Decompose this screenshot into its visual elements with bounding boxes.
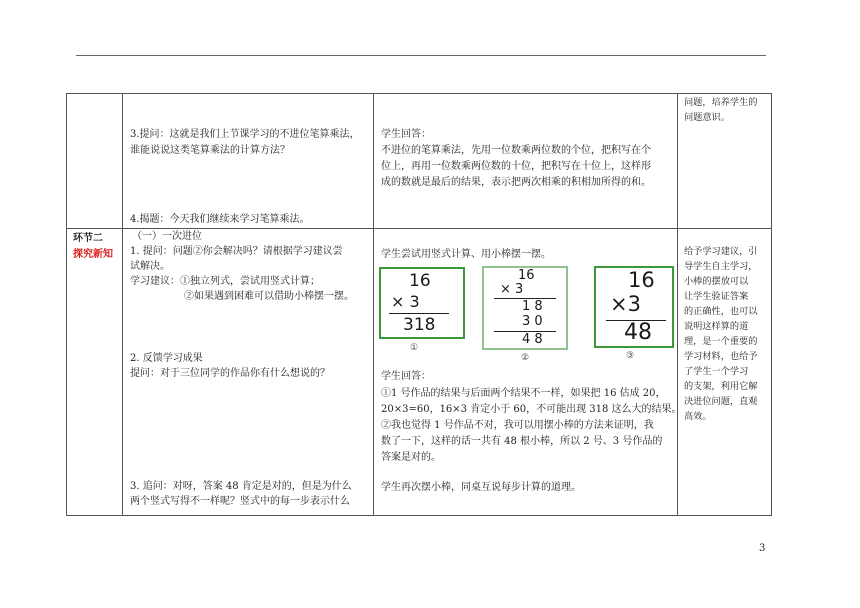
design-note-line: 学习材料，也给予 <box>684 351 758 362</box>
answer-2-line: 数了一下，这样的话一共有 48 根小棒，所以 2 号、3 号作品的 <box>381 436 663 447</box>
header-rule <box>76 55 766 56</box>
handwriting-line: × 3 <box>500 282 524 297</box>
learning-advice-2: ②如果遇到困难可以借助小棒摆一摆。 <box>184 291 354 302</box>
handwriting-line: 16 <box>628 268 655 292</box>
answer-2-line: 答案是对的。 <box>381 452 441 463</box>
handwriting-line: × 3 <box>391 292 420 311</box>
handwriting-line: 4 8 <box>522 332 543 347</box>
design-note-line: 高效。 <box>684 411 712 422</box>
page-number: 3 <box>759 543 766 554</box>
section-heading: （一）一次进位 <box>132 231 202 242</box>
design-note-line: 给予学习建议，引 <box>684 246 758 257</box>
follow-up-line2: 两个竖式写得不一样呢？竖式中的每一步表示什么 <box>130 496 350 507</box>
learning-advice: 学习建议：①独立列式，尝试用竖式计算； <box>130 276 320 287</box>
answer-1-line: ①1 号作品的结果与后面两个结果不一样，如果把 16 估成 20， <box>381 388 666 399</box>
design-note-line: 决进位问题，直观 <box>684 396 758 407</box>
student-answer-line: 成的数就是最后的结果，表示把两次相乘的积相加所得的和。 <box>381 177 651 188</box>
student-work-photo-2 <box>482 266 568 350</box>
handwriting-line: 48 <box>624 320 652 345</box>
design-note-line: 的支架，利用它解 <box>684 381 758 392</box>
handwriting-line: 16 <box>518 268 535 283</box>
photo-caption: ① <box>410 343 419 353</box>
reveal-topic: 4.揭题：今天我们继续来学习笔算乘法。 <box>130 214 310 225</box>
design-note-line: 说明这样算的道 <box>684 321 749 332</box>
student-work-photo-1 <box>379 267 465 339</box>
lesson-table <box>66 93 772 516</box>
design-note-line: 理，是一个重要的 <box>684 336 758 347</box>
design-note-line: 问题，培养学生的 <box>684 97 758 108</box>
student-answer-line: 不进位的笔算乘法，先用一位数乘两位数的个位，把积写在个 <box>381 145 651 156</box>
feedback-question: 提问：对于三位同学的作品你有什么想说的？ <box>130 368 330 379</box>
stage-title: 探究新知 <box>73 249 113 260</box>
student-answer-line: 位上，再用一位数乘两位数的十位，把积写在十位上，这样形 <box>381 161 651 172</box>
design-note-line: 的正确性，也可以 <box>684 306 758 317</box>
handwriting-line: ×3 <box>610 292 641 316</box>
feedback-heading: 2. 反馈学习成果 <box>130 353 203 364</box>
answer-1-line: 20×3=60，16×3 肯定小于 60，不可能出现 318 这么大的结果。 <box>381 404 682 415</box>
answer-3: 学生再次摆小棒，同桌互说每步计算的道理。 <box>381 482 581 493</box>
answer-2-line: ②我也觉得 1 号作品不对，我可以用摆小棒的方法来证明，我 <box>381 420 654 431</box>
design-note-line: 小棒的摆放可以 <box>684 276 749 287</box>
student-activity: 学生尝试用竖式计算、用小棒摆一摆。 <box>381 249 551 260</box>
question-3-line2: 谁能说说这类笔算乘法的计算方法？ <box>130 145 290 156</box>
photo-caption: ② <box>521 353 530 363</box>
underline <box>389 313 449 314</box>
column-divider <box>677 94 678 515</box>
question-1-line2: 试解决。 <box>130 261 170 272</box>
student-answer-label: 学生回答： <box>381 129 431 140</box>
design-note-line: 问题意识。 <box>684 112 730 123</box>
question-3-line1: 3.提问：这就是我们上节课学习的不进位笔算乘法， <box>130 129 360 140</box>
handwriting-line: 318 <box>403 315 436 335</box>
photo-caption: ③ <box>626 351 635 361</box>
column-divider <box>122 94 123 515</box>
stage-label: 环节二 <box>73 233 103 244</box>
design-note-line: 让学生验证答案 <box>684 291 749 302</box>
answer-label: 学生回答： <box>381 371 431 382</box>
design-note-line: 导学生自主学习， <box>684 261 758 272</box>
design-note-line: 了学生一个学习 <box>684 366 749 377</box>
student-work-photo-3 <box>594 266 674 348</box>
question-1-line1: 1. 提问：问题②你会解决吗？请根据学习建议尝 <box>130 246 343 257</box>
handwriting-line: 1 8 <box>522 299 543 314</box>
follow-up-line1: 3. 追问：对呀，答案 48 肯定是对的，但是为什么 <box>130 481 352 492</box>
handwriting-line: 3 0 <box>522 314 543 329</box>
column-divider <box>373 94 374 515</box>
handwriting-line: 16 <box>409 271 431 291</box>
